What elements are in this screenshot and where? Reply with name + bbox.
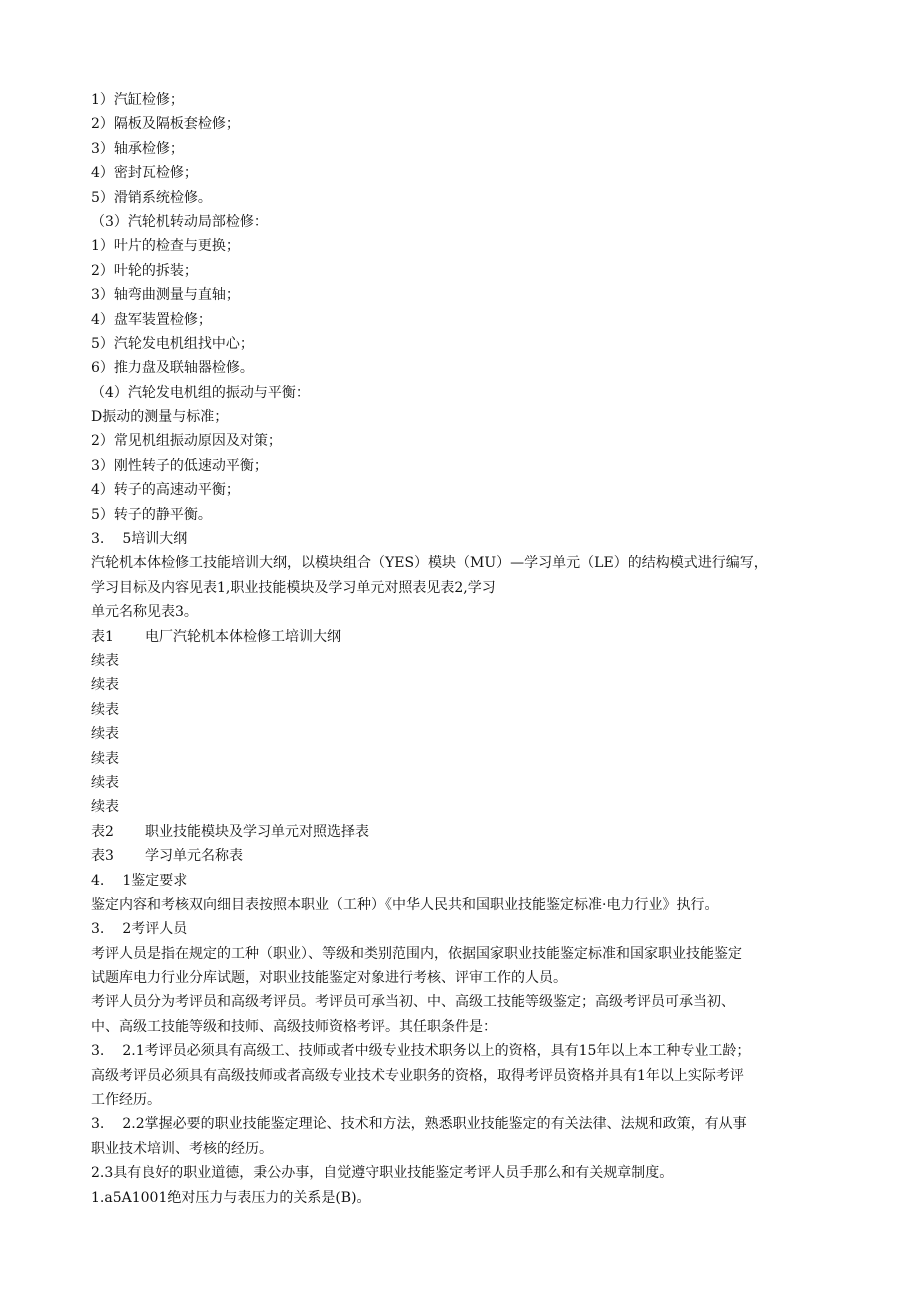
section-title: 1鉴定要求: [122, 872, 188, 889]
section-title: 2考评人员: [122, 921, 188, 938]
list-item: 1）汽缸检修；: [91, 92, 184, 108]
continued-table-label: 续表: [91, 677, 119, 694]
table-caption: [91, 625, 831, 649]
continued-table-label: 续表: [91, 750, 119, 767]
subsection-heading: （3）汽轮机转动局部检修：: [91, 213, 268, 230]
section-heading: [91, 917, 831, 941]
paragraph-line: 职业技术培训、考核的经历。: [91, 1140, 273, 1157]
list-item: 5）汽轮发电机组找中心；: [91, 335, 254, 352]
list-item: 4）盘军装置检修；: [91, 311, 212, 328]
section-number: 4.: [91, 872, 105, 889]
list-item: 2）隔板及隔板套检修；: [91, 116, 240, 133]
list-item: 3）轴承检修；: [91, 140, 184, 157]
section-number: 3.: [91, 531, 105, 548]
question-item: 1.a5A1001绝对压力与表压力的关系是(B)。: [91, 1189, 371, 1206]
section-heading: [91, 527, 831, 551]
paragraph-line: 工作经历。: [91, 1092, 161, 1109]
section-heading: [91, 869, 831, 893]
subsection-heading: （4）汽轮发电机组的振动与平衡：: [91, 384, 310, 401]
list-item: 3）刚性转子的低速动平衡；: [91, 457, 268, 474]
paragraph-line: 考评人员是指在规定的工种（职业）、等级和类别范围内，依据国家职业技能鉴定标准和国家职业技能鉴定: [91, 945, 742, 962]
paragraph-line: 单元名称见表3。: [91, 604, 198, 621]
list-item: 2）常见机组振动原因及对策；: [91, 433, 282, 450]
paragraph-line: 考评人员分为考评员和高级考评员。考评员可承当初、中、高级工技能等级鉴定；高级考评员可承当初、: [91, 994, 735, 1011]
continued-table-label: 续表: [91, 799, 119, 816]
list-item: 4）密封瓦检修；: [91, 165, 198, 182]
continued-table-label: 续表: [91, 774, 119, 791]
document-body: [91, 88, 831, 1210]
list-item: 1）叶片的检查与更换；: [91, 238, 240, 255]
table-caption: [91, 820, 831, 844]
table-title: 职业技能模块及学习单元对照选择表: [145, 823, 369, 840]
list-item: 6）推力盘及联轴器检修。: [91, 360, 254, 377]
table-caption: [91, 844, 831, 868]
list-item: 3）轴弯曲测量与直轴；: [91, 287, 240, 304]
paragraph-line: 学习目标及内容见表1,职业技能模块及学习单元对照表见表2,学习: [91, 579, 496, 596]
list-item: 5）转子的静平衡。: [91, 506, 212, 523]
condition-item: [91, 1112, 831, 1136]
table-label: 表2: [91, 823, 114, 840]
list-item: 5）滑销系统检修。: [91, 189, 212, 206]
paragraph-line: 汽轮机本体检修工技能培训大纲，以模块组合（YES）模块（MU）—学习单元（LE）的结构模式进行编写，: [91, 555, 768, 572]
condition-text: 2.1考评员必须具有高级工、技师或者中级专业技术职务以上的资格，具有15年以上本工种专业工龄；: [122, 1043, 751, 1060]
table-label: 表1: [91, 628, 114, 645]
continued-table-label: 续表: [91, 726, 119, 743]
continued-table-label: 续表: [91, 652, 119, 669]
list-item: 4）转子的高速动平衡；: [91, 482, 240, 499]
paragraph-line: 试题库电力行业分库试题，对职业技能鉴定对象进行考核、评审工作的人员。: [91, 970, 567, 987]
section-number: 3.: [91, 1116, 105, 1133]
list-item: 2）叶轮的拆装；: [91, 262, 198, 279]
section-number: 3.: [91, 1043, 105, 1060]
section-title: 5培训大纲: [122, 531, 188, 548]
paragraph-line: 中、高级工技能等级和技师、高级技师资格考评。其任职条件是：: [91, 1018, 497, 1035]
table-label: 表3: [91, 848, 114, 865]
paragraph-line: 高级考评员必须具有高级技师或者高级专业技术专业职务的资格，取得考评员资格并具有1年以上实际考评: [91, 1067, 744, 1084]
paragraph-line: 鉴定内容和考核双向细目表按照本职业（工种）《中华人民共和国职业技能鉴定标准·电力行业》执行。: [91, 896, 719, 913]
condition-item: 2.3具有良好的职业道德，秉公办事，自觉遵守职业技能鉴定考评人员手那么和有关规章制度。: [91, 1165, 674, 1182]
table-title: 学习单元名称表: [145, 848, 243, 865]
condition-text: 2.2掌握必要的职业技能鉴定理论、技术和方法，熟悉职业技能鉴定的有关法律、法规和政策，有从事: [122, 1116, 747, 1133]
table-title: 电厂汽轮机本体检修工培训大纲: [145, 628, 341, 645]
continued-table-label: 续表: [91, 701, 119, 718]
condition-item: [91, 1039, 831, 1063]
list-item: D振动的测量与标准；: [91, 409, 229, 426]
section-number: 3.: [91, 921, 105, 938]
